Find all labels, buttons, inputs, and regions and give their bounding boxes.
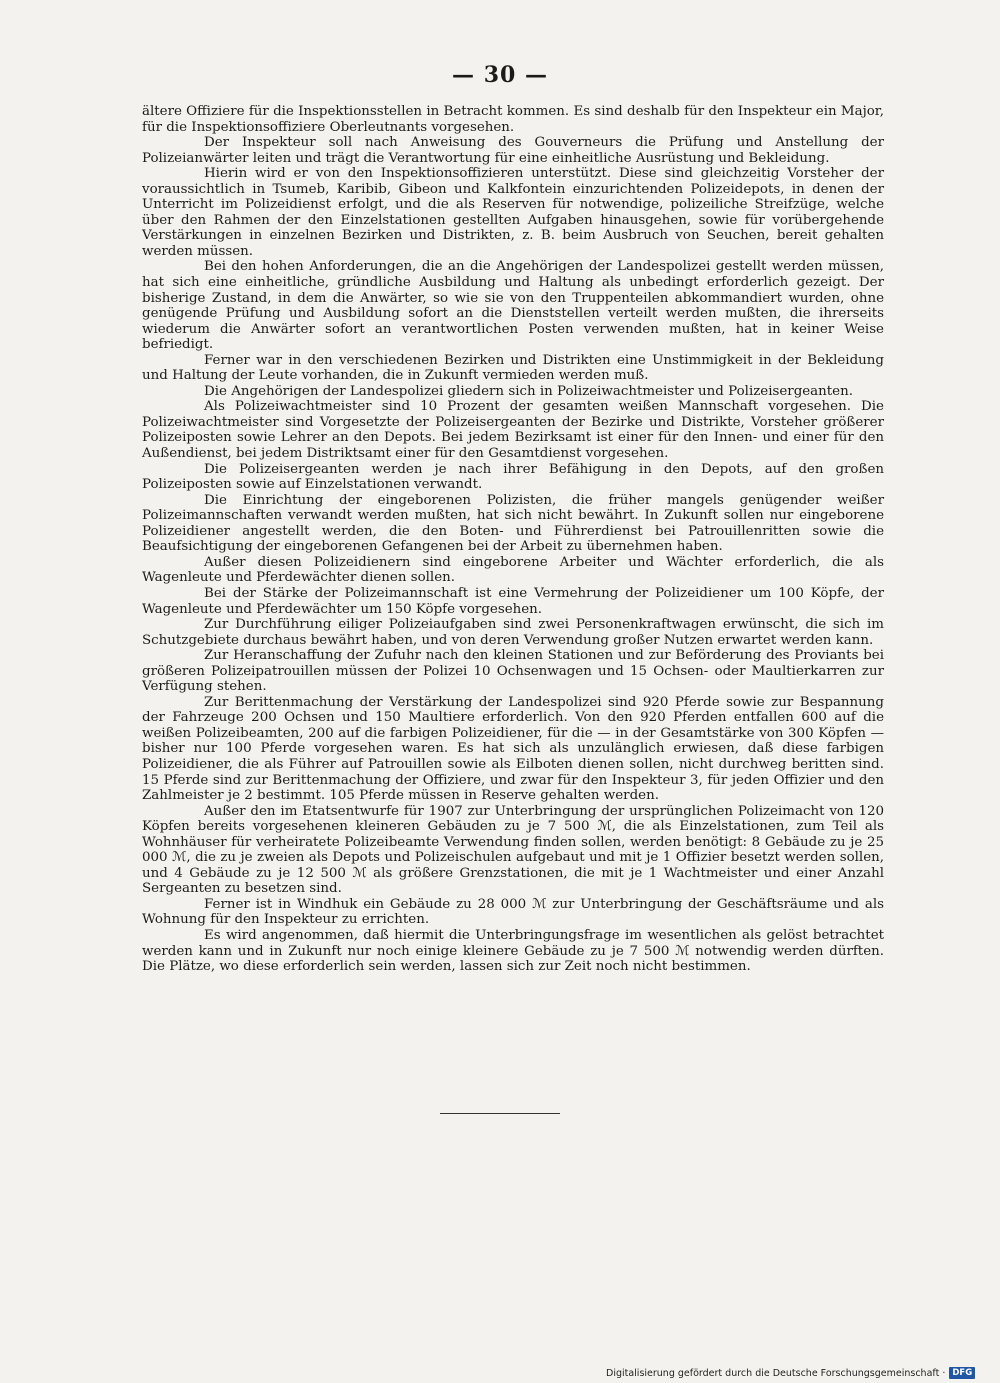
paragraph: Zur Berittenmachung der Verstärkung der Landespolizei sind 920 Pferde sowie zur Bespannung der Fahrzeuge 200 Ochsen und 150 Maultiere erforderlich. Von den 920 Pferden entfallen 600 auf die weißen Polizeibeamten, 200 auf die farbigen Polizeidiener, für die — in der Gesamtstärke von 300 Köpfen — bisher nur 100 Pferde vorgesehen waren. Es hat sich als unzulänglich erwiesen, daß diese farbigen Polizeidiener, die als Führer auf Patrouillen sowie als Eilboten dienen sollen, nicht durchweg beritten sind. 15 Pferde sind zur Berittenmachung der Offiziere, und zwar für den Inspekteur 3, für jeden Offizier und den Zahlmeister je 2 bestimmt. 105 Pferde müssen in Reserve gehalten werden. [142, 694, 884, 804]
paragraph: Der Inspekteur soll nach Anweisung des Gouverneurs die Prüfung und Anstellung der Polizeianwärter leiten und trägt die Verantwortung für eine einheitliche Ausrüstung und Bekleidung. [142, 135, 884, 166]
paragraph: Zur Heranschaffung der Zufuhr nach den kleinen Stationen und zur Beförderung des Proviants bei größeren Polizeipatrouillen müssen der Polizei 10 Ochsenwagen und 15 Ochsen- oder Maultierkarren zur Verfügung stehen. [142, 648, 884, 695]
paragraph: Hierin wird er von den Inspektionsoffizieren unterstützt. Diese sind gleichzeitig Vorsteher der voraussichtlich in Tsumeb, Karibib, Gibeon und Kalkfontein einzurichtenden Polizeidepots, in denen der Unterricht im Polizeidienst erfolgt, und die als Reserven für notwendige, polizeiliche Streifzüge, welche über den Rahmen der den Einzelstationen gestellten Aufgaben hinausgehen, sowie für vorübergehende Verstärkungen in einzelnen Bezirken und Distrikten, z. B. beim Ausbruch von Seuchen, bereit gehalten werden müssen. [142, 166, 884, 259]
dfg-logo-icon: DFG [949, 1367, 975, 1379]
paragraph: Die Polizeisergeanten werden je nach ihrer Befähigung in den Depots, auf den großen Polizeiposten sowie auf Einzelstationen verwandt. [142, 461, 884, 493]
paragraph: Außer den im Etatsentwurfe für 1907 zur Unterbringung der ursprünglichen Polizeimacht von 120 Köpfen bereits vorgesehenen kleineren Gebäuden zu je 7 500 ℳ, die als Einzelstationen, zum Teil als Wohnhäuser für verheiratete Polizeibeamte Verwendung finden sollen, werden benötigt: 8 Gebäude zu je 25 000 ℳ, die zu je zweien als Depots und Polizeischulen aufgebaut und mit je 1 Offizier besetzt werden sollen, und 4 Gebäude zu je 12 500 ℳ als größere Grenzstationen, die mit je 1 Wachtmeister und einer Anzahl Sergeanten zu besetzen sind. [142, 803, 884, 897]
paragraph: Zur Durchführung eiliger Polizeiaufgaben sind zwei Personenkraftwagen erwünscht, die sich im Schutzgebiete durchaus bewährt haben, und von deren Verwendung großer Nutzen erwartet werden kann. [142, 617, 884, 648]
footer [606, 1367, 975, 1379]
paragraph: Die Einrichtung der eingeborenen Polizisten, die früher mangels genügender weißer Polizeimannschaften verwandt werden mußten, hat sich nicht bewährt. In Zukunft sollen nur eingeborene Polizeidiener angestellt werden, die den Boten- und Führerdienst bei Patrouillenritten sowie die Beaufsichtigung der eingeborenen Gefangenen bei der Arbeit zu übernehmen haben. [142, 492, 884, 555]
document-body [142, 104, 884, 975]
paragraph: Bei den hohen Anforderungen, die an die Angehörigen der Landespolizei gestellt werden müssen, hat sich eine einheitliche, gründliche Ausbildung und Haltung als unbedingt erforderlich gezeigt. Der bisherige Zustand, in dem die Anwärter, so wie sie von den Truppenteilen abkommandiert wurden, ohne genügende Prüfung und Ausbildung sofort an die Dienststellen verteilt werden mußten, die ihrerseits wiederum die Anwärter sofort an verantwortlichen Posten verwenden mußten, hat in keiner Weise befriedigt. [142, 259, 884, 353]
paragraph: Bei der Stärke der Polizeimannschaft ist eine Vermehrung der Polizeidiener um 100 Köpfe, der Wagenleute und Pferdewächter um 150 Köpfe vorgesehen. [142, 585, 884, 617]
paragraph: Als Polizeiwachtmeister sind 10 Prozent der gesamten weißen Mannschaft vorgesehen. Die Polizeiwachtmeister sind Vorgesetzte der Polizeisergeanten der Bezirke und Distrikte, Vorsteher größerer Polizeiposten sowie Lehrer an den Depots. Bei jedem Bezirksamt ist einer für den Innen- und einer für den Außendienst, bei jedem Distriktsamt einer für den Gesamtdienst vorgesehen. [142, 399, 884, 462]
paragraph: Außer diesen Polizeidienern sind eingeborene Arbeiter und Wächter erforderlich, die als Wagenleute und Pferdewächter dienen sollen. [142, 554, 884, 586]
paragraph: ältere Offiziere für die Inspektionsstellen in Betracht kommen. Es sind deshalb für den Inspekteur ein Major, für die Inspektionsoffiziere Oberleutnants vorgesehen. [142, 104, 884, 135]
paragraph: Ferner ist in Windhuk ein Gebäude zu 28 000 ℳ zur Unterbringung der Geschäftsräume und als Wohnung für den Inspekteur zu errichten. [142, 896, 884, 928]
paragraph: Die Angehörigen der Landespolizei gliedern sich in Polizeiwachtmeister und Polizeisergeanten. [204, 383, 853, 399]
footer-text: Digitalisierung gefördert durch die Deutsche Forschungsgemeinschaft · [606, 1367, 946, 1379]
page-number: — 30 — [452, 62, 548, 88]
paragraph: Ferner war in den verschiedenen Bezirken und Distrikten eine Unstimmigkeit in der Bekleidung und Haltung der Leute vorhanden, die in Zukunft vermieden werden muß. [142, 352, 884, 384]
section-divider [440, 1113, 560, 1114]
paragraph: Es wird angenommen, daß hiermit die Unterbringungsfrage im wesentlichen als gelöst betrachtet werden kann und in Zukunft nur noch einige kleinere Gebäude zu je 7 500 ℳ notwendig werden dürften. Die Plätze, wo diese erforderlich sein werden, lassen sich zur Zeit noch nicht bestimmen. [142, 927, 884, 975]
